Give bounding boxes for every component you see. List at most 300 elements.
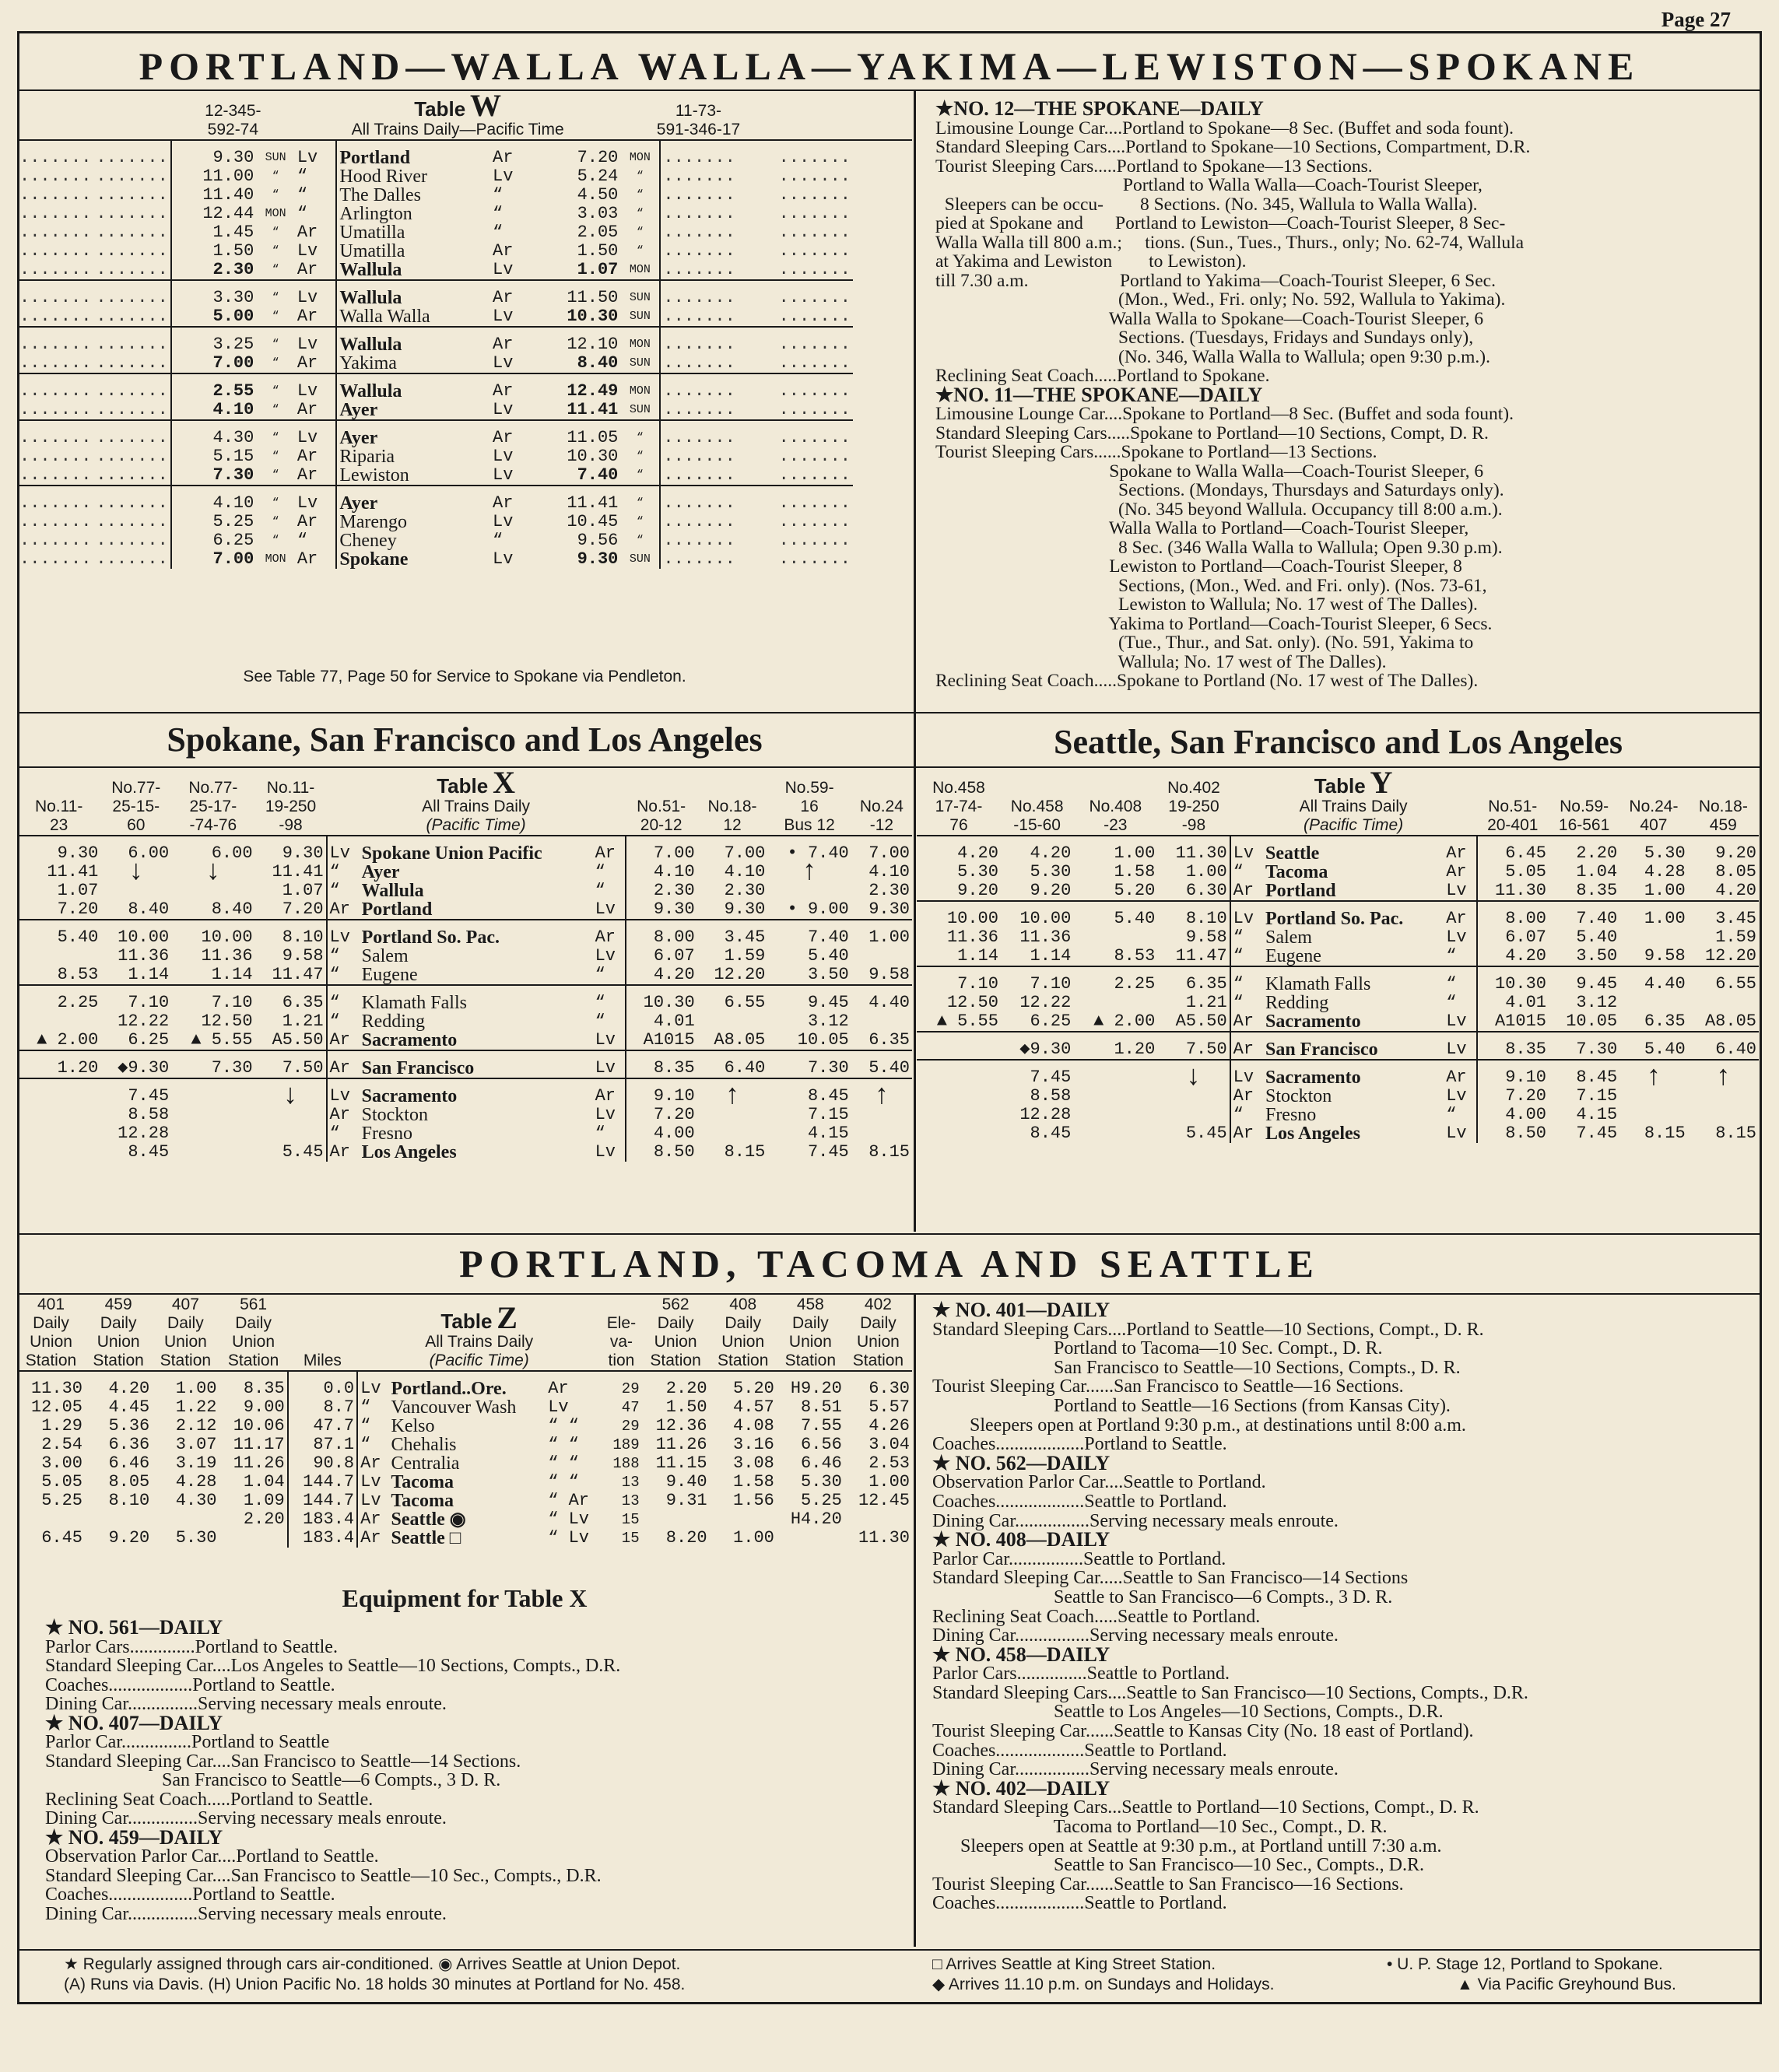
table-letter: X [493, 765, 515, 800]
time-southbound: 4.08 [733, 1416, 774, 1436]
time-southbound: 9.40 [665, 1472, 707, 1492]
time-left: 1.45 [171, 223, 257, 242]
station: Sacramento [361, 1030, 458, 1050]
dotted-cell: ....... [660, 531, 776, 550]
time-northbound: 4.10 [868, 862, 910, 882]
time-southbound: 8.58 [128, 1105, 170, 1124]
lv-ar: “ [357, 1417, 388, 1436]
dotted-cell: ....... [96, 307, 168, 326]
equipment-line: Parlor Car................Seattle to Portland. [932, 1548, 1226, 1569]
equipment-line: Lewiston to Portland—Coach-Tourist Sleeper, 8 [935, 556, 1462, 577]
time-northbound: 6.46 [108, 1453, 150, 1473]
station: Redding [361, 1011, 425, 1032]
time-southbound: 7.20 [282, 899, 324, 919]
dotted-cell: ....... [19, 447, 92, 466]
dotted-cell: ....... [93, 486, 170, 513]
time-right: 11.05 [531, 420, 620, 447]
lv-ar: Lv [327, 836, 360, 863]
time-southbound: 12.50 [201, 1011, 253, 1031]
time-northbound: A8.05 [1704, 1011, 1756, 1031]
time-northbound: 1.00 [152, 1371, 219, 1398]
time-southbound: 7.10 [100, 985, 171, 1012]
time-northbound: 4.40 [1619, 966, 1687, 994]
dotted-cell: ....... [777, 280, 853, 307]
elevation: 15 [621, 1530, 640, 1547]
time-southbound: 6.00 [171, 836, 254, 863]
column-header: 401 Daily Union Station [17, 1295, 85, 1371]
ar-lv: Lv [493, 400, 514, 419]
day-left: MON [265, 207, 286, 220]
column-header: No.24 -12 [851, 769, 912, 836]
table-row [17, 307, 912, 327]
page-number: Page 27 [1661, 8, 1731, 31]
table-tx-grid [17, 765, 912, 1162]
time-left: 11.40 [171, 186, 257, 205]
time-northbound: 3.45 [697, 920, 768, 947]
time-southbound: 1.58 [1114, 862, 1156, 882]
time-northbound [1619, 928, 1687, 947]
time-northbound: 6.07 [1477, 928, 1549, 947]
day-right: “ [636, 468, 644, 482]
dotted-cell: ....... [660, 186, 776, 205]
time-southbound: 7.10 [171, 985, 254, 1012]
time-northbound [1688, 1106, 1759, 1124]
footnote-f: ▲ Via Pacific Greyhound Bus. [1457, 1976, 1676, 1993]
station: The Dalles [336, 186, 490, 205]
table-row [17, 401, 912, 420]
table-row [17, 373, 912, 401]
time-northbound: 1.04 [243, 1472, 285, 1492]
time-northbound: 4.20 [1477, 947, 1549, 966]
ar-lv: Ar [490, 420, 531, 447]
time-northbound: A8.05 [714, 1030, 766, 1050]
table-row [17, 531, 912, 550]
time-southbound: 6.30 [844, 1371, 912, 1398]
time-southbound: 5.30 [1030, 862, 1072, 882]
equipment-line: Standard Sleeping Cars...Seattle to Portland—10 Sections, Compt., D. R. [932, 1797, 1479, 1818]
time-northbound: 3.19 [175, 1453, 217, 1473]
time-southbound [17, 947, 100, 966]
station: Eugene [361, 965, 418, 985]
station: Tacoma [391, 1472, 454, 1492]
elevation: 189 [612, 1436, 640, 1453]
column-header: No.59- 16-561 [1549, 769, 1619, 836]
time-northbound: 6.35 [868, 1030, 910, 1050]
footnote-b: (A) Runs via Davis. (H) Union Pacific No. 18 holds 30 minutes at Portland for No. 458. [64, 1976, 686, 1993]
equipment-line: Tourist Sleeping Car......San Francisco to Seattle—16 Sections. [932, 1376, 1404, 1397]
day-left: “ [272, 188, 279, 202]
equipment-line: Observation Parlor Car....Portland to Seattle. [45, 1846, 379, 1867]
lv-ar: Lv [295, 420, 337, 447]
station: Walla Walla [336, 307, 490, 327]
station: San Francisco [360, 1050, 593, 1078]
table-row [17, 261, 912, 280]
time-left: 5.00 [171, 307, 257, 327]
time-northbound [85, 1510, 152, 1529]
equipment-line: Tourist Sleeping Car......Seattle to San Francisco—16 Sections. [932, 1874, 1404, 1895]
time-northbound: 1.22 [175, 1397, 217, 1417]
time-northbound: 4.10 [626, 863, 697, 882]
lv-ar: “ [327, 985, 360, 1012]
time-northbound: 4.00 [626, 1124, 697, 1143]
station: Redding [1265, 993, 1329, 1013]
time-left: 12.44 [171, 205, 257, 223]
column-header: No.77- 25-15- 60 [100, 769, 171, 836]
equipment-line: Portland to Walla Walla—Coach-Tourist Sleeper, [935, 175, 1482, 195]
lv-ar: Ar [357, 1529, 388, 1548]
column-header: No.18- 12 [697, 769, 768, 836]
dotted-cell: ....... [19, 465, 92, 485]
time-northbound: 6.40 [1688, 1032, 1759, 1060]
time-southbound [710, 1510, 777, 1529]
time-southbound: ↓ [255, 1078, 327, 1106]
dotted-cell: ....... [96, 400, 168, 419]
equipment-heading: ★NO. 11—THE SPOKANE—DAILY [935, 383, 1263, 406]
time-northbound: 4.20 [1715, 881, 1756, 900]
equipment-line: Coaches...................Seattle to Portland. [932, 1893, 1227, 1914]
ar-lv: Lv [595, 1030, 616, 1050]
ar-lv: “ [1446, 993, 1457, 1012]
ar-lv: Ar [593, 920, 626, 947]
dotted-cell: ....... [660, 223, 776, 242]
ar-lv: Lv [493, 307, 514, 326]
miles: 47.7 [288, 1417, 357, 1436]
time-northbound: 3.45 [1688, 901, 1759, 928]
day-right: MON [620, 373, 660, 401]
time-southbound: 11.41 [47, 862, 99, 882]
dotted-cell: ....... [19, 241, 92, 261]
table-row [17, 420, 912, 447]
ar-lv: “ [1446, 1105, 1457, 1124]
time-northbound: 4.20 [626, 966, 697, 985]
equipment-heading: ★ NO. 401—DAILY [932, 1299, 1111, 1321]
table-row [917, 1060, 1759, 1087]
lv-ar: “ [1230, 863, 1263, 882]
time-northbound: 9.20 [1688, 836, 1759, 863]
time-southbound: 4.20 [917, 836, 1001, 863]
table-row [17, 280, 912, 307]
time-left: 4.30 [171, 420, 257, 447]
station: Wallula [336, 373, 490, 401]
table-row [17, 836, 912, 863]
time-southbound: 1.00 [1073, 836, 1157, 863]
lv-ar: Lv [295, 486, 337, 513]
lv-ar: Ar [357, 1454, 388, 1473]
day-left: “ [256, 486, 295, 513]
equipment-line: Parlor Cars...............Seattle to Portland. [932, 1664, 1230, 1685]
ar-lv: Ar [1446, 862, 1467, 882]
time-northbound: 9.30 [724, 899, 766, 919]
time-right: 12.49 [531, 373, 620, 401]
table-row [17, 966, 912, 985]
ar-lv: Ar [1444, 836, 1476, 863]
equipment-line: (Mon., Wed., Fri. only; No. 592, Wallula to Yakima). [935, 289, 1506, 310]
equipment-line: 8 Sec. (346 Walla Walla to Wallula; Open 9.30 p.m). [935, 537, 1503, 558]
equipment-table-x [45, 1618, 620, 1923]
ar-lv: “ “ [548, 1472, 579, 1492]
time-northbound [219, 1529, 288, 1548]
ar-lv: Lv [1446, 927, 1467, 947]
table-letter: Z [497, 1300, 518, 1335]
dotted-cell: ....... [93, 373, 170, 401]
table-row [17, 186, 912, 205]
ar-lv: Ar [490, 486, 531, 513]
ar-lv: “ [595, 965, 605, 984]
time-northbound: 9.58 [1644, 946, 1686, 966]
day-right: “ [636, 170, 644, 183]
equipment-line: Reclining Seat Coach.....Portland to Seattle. [45, 1789, 374, 1810]
lv-ar: Ar [1230, 1032, 1263, 1060]
time-southbound: 5.40 [17, 920, 100, 947]
time-southbound: 2.25 [17, 985, 100, 1012]
dotted-cell: ....... [96, 549, 168, 569]
equipment-line: Parlor Cars..............Portland to Seattle. [45, 1636, 338, 1657]
time-southbound: 8.40 [211, 899, 253, 919]
time-northbound: 1.59 [1715, 927, 1756, 947]
time-northbound: 6.40 [697, 1050, 768, 1078]
dotted-cell: ....... [778, 307, 851, 326]
equipment-heading: ★ NO. 458—DAILY [932, 1643, 1111, 1666]
time-right: 11.41 [567, 400, 619, 419]
time-southbound: 12.45 [858, 1491, 910, 1510]
ar-lv: Lv [493, 167, 514, 186]
lv-ar: Ar [357, 1510, 388, 1529]
column-header: No.11- 19-250 -98 [255, 769, 327, 836]
table-w-note: See Table 77, Page 50 for Service to Spokane via Pendleton. [243, 668, 686, 685]
time-southbound: 9.20 [1030, 881, 1072, 900]
time-northbound: 7.45 [807, 1142, 849, 1162]
day-left: “ [256, 373, 295, 401]
time-northbound: 4.01 [1477, 994, 1549, 1012]
time-southbound: 7.20 [57, 899, 99, 919]
dotted-cell: ....... [19, 223, 92, 242]
dotted-cell: ....... [777, 486, 853, 513]
dotted-cell: ....... [19, 400, 92, 419]
time-northbound: 4.30 [175, 1491, 217, 1510]
column-header: 562 Daily Union Station [642, 1295, 710, 1371]
time-northbound [152, 1510, 219, 1529]
dotted-cell: ....... [96, 465, 168, 485]
time-northbound: 4.15 [1576, 1105, 1618, 1124]
day-left: “ [256, 420, 295, 447]
table-subtitle-2: (Pacific Time) [429, 1352, 529, 1369]
time-northbound: • 7.40 [767, 836, 851, 863]
dotted-cell: ....... [17, 327, 93, 354]
column-header: 561 Daily Union Station [219, 1295, 288, 1371]
time-southbound: 8.10 [255, 920, 327, 947]
table-row [17, 327, 912, 354]
table-row [17, 1398, 912, 1417]
station: Portland..Ore. [389, 1371, 546, 1398]
ar-lv: Lv [595, 899, 616, 919]
time-southbound [171, 1106, 254, 1124]
lv-ar: Ar [1230, 882, 1263, 901]
time-southbound: 6.35 [255, 985, 327, 1012]
dotted-cell: ....... [660, 447, 776, 466]
time-right: 1.07 [577, 260, 619, 279]
dotted-cell: ....... [17, 280, 93, 307]
dotted-cell: ....... [96, 512, 168, 531]
table-row [17, 1078, 912, 1106]
time-southbound: 4.26 [868, 1416, 910, 1436]
station: Ayer [336, 486, 490, 513]
station: Chehalis [391, 1435, 457, 1455]
time-northbound: 8.35 [219, 1371, 288, 1398]
time-northbound: 8.15 [1715, 1124, 1756, 1143]
table-row [17, 354, 912, 373]
lv-ar: Lv [1230, 836, 1263, 863]
time-southbound [1073, 928, 1157, 947]
table-title-cell [295, 88, 621, 140]
time-southbound: 8.51 [801, 1397, 842, 1417]
time-southbound: 8.45 [128, 1142, 170, 1162]
time-northbound: 7.40 [767, 920, 851, 947]
time-northbound: 5.40 [807, 946, 849, 966]
ar-lv: Ar [546, 1371, 601, 1398]
time-southbound: 1.21 [282, 1011, 324, 1031]
equipment-line: Portland to Tacoma—10 Sec. Compt., D. R. [932, 1338, 1383, 1359]
elevation: 29 [621, 1418, 640, 1435]
station: Seattle [1263, 836, 1444, 863]
table-row [17, 205, 912, 223]
time-right: 12.10 [531, 327, 620, 354]
lv-ar: “ [1230, 1106, 1263, 1124]
time-southbound [642, 1510, 710, 1529]
table-row [17, 1031, 912, 1050]
time-right: 10.30 [567, 307, 619, 326]
dotted-cell: ....... [96, 223, 168, 242]
time-northbound: 6.45 [41, 1528, 82, 1548]
ar-lv: Ar [490, 280, 531, 307]
equipment-line: Tourist Sleeping Car......Seattle to Kansas City (No. 18 east of Portland). [932, 1721, 1474, 1742]
time-southbound: 12.22 [1019, 993, 1072, 1012]
equipment-line: Seattle to San Francisco—6 Compts., 3 D. R. [932, 1586, 1393, 1607]
time-northbound: 8.15 [868, 1142, 910, 1162]
station: Umatilla [336, 242, 490, 261]
lv-ar: “ [327, 947, 360, 966]
time-right: 9.56 [577, 531, 619, 550]
lv-ar: “ [357, 1398, 388, 1417]
time-southbound: 12.50 [946, 993, 998, 1012]
time-southbound: 2.25 [1073, 966, 1157, 994]
dotted-cell: ....... [17, 373, 93, 401]
ar-lv: Lv [548, 1397, 569, 1417]
time-left: 1.50 [171, 242, 257, 261]
time-right: 7.20 [531, 140, 620, 167]
table-row [17, 513, 912, 531]
lv-ar: “ [296, 167, 308, 186]
equipment-line: Sleepers can be occu- 8 Sections. (No. 345, Wallula to Walla Walla). [935, 194, 1478, 215]
time-southbound: 3.16 [733, 1435, 774, 1454]
time-southbound [171, 1124, 254, 1143]
day-right: “ [636, 244, 644, 258]
time-left: 11.00 [171, 167, 257, 186]
station: Stockton [1265, 1086, 1332, 1106]
time-northbound: 7.15 [807, 1105, 849, 1124]
time-northbound [1688, 994, 1759, 1012]
equipment-line: Dining Car................Serving necessary meals enroute. [932, 1510, 1339, 1531]
time-northbound: 1.09 [243, 1491, 285, 1510]
lv-ar: Lv [357, 1473, 388, 1492]
lv-ar: “ [327, 966, 360, 985]
station: Cheney [336, 531, 490, 550]
day-left: “ [272, 356, 279, 370]
day-right: “ [636, 450, 644, 463]
time-right: 10.45 [567, 512, 619, 531]
time-northbound: 8.15 [724, 1142, 766, 1162]
dotted-cell: ....... [660, 307, 776, 327]
ar-lv: “ [1444, 966, 1476, 994]
time-northbound: 8.45 [1549, 1060, 1619, 1087]
time-left: 3.30 [171, 280, 257, 307]
equipment-line: Dining Car...............Serving necessary meals enroute. [45, 1694, 447, 1714]
time-southbound: 11.36 [118, 946, 170, 966]
time-northbound: 11.30 [17, 1371, 85, 1398]
time-southbound: 6.35 [1157, 966, 1230, 994]
equipment-line: Limousine Lounge Car....Portland to Spokane—8 Sec. (Buffet and soda fount). [935, 117, 1514, 138]
time-southbound: 7.50 [1157, 1032, 1230, 1060]
time-northbound: 2.30 [724, 881, 766, 900]
time-northbound: 8.35 [1477, 1032, 1549, 1060]
miles: 183.4 [288, 1529, 357, 1548]
time-right: 2.05 [577, 223, 619, 242]
equipment-line: Seattle to San Francisco—10 Sec., Compts., D.R. [932, 1855, 1424, 1876]
time-southbound: 11.36 [946, 927, 998, 947]
table-title-cell [327, 765, 626, 836]
ar-lv: “ “ [548, 1416, 579, 1436]
station: Salem [1265, 927, 1312, 948]
lv-ar: “ [296, 185, 308, 205]
time-northbound: 3.12 [1576, 993, 1618, 1012]
table-row [17, 223, 912, 242]
time-southbound: 1.58 [733, 1472, 774, 1492]
timetable-page [17, 0, 1762, 2072]
dotted-cell: ....... [96, 260, 168, 279]
column-header: 458 Daily Union Station [777, 1295, 844, 1371]
column-header: No.51- 20-401 [1477, 769, 1549, 836]
equipment-line: Coaches..................Portland to Seattle. [45, 1884, 335, 1905]
day-left: “ [272, 515, 279, 528]
ar-lv: “ Lv [548, 1509, 589, 1529]
ar-lv: Ar [593, 1078, 626, 1106]
table-row [17, 1436, 912, 1454]
table-row [17, 1050, 912, 1078]
lv-ar: Ar [296, 223, 318, 242]
dotted-cell: ....... [19, 512, 92, 531]
table-row [17, 863, 912, 882]
table-row [17, 1454, 912, 1473]
time-southbound [171, 1143, 254, 1162]
lv-ar: Ar [327, 1050, 360, 1078]
station: Los Angeles [361, 1142, 457, 1162]
time-southbound [171, 1078, 254, 1106]
station: Lewiston [336, 466, 490, 486]
equipment-line: Sections. (Tuesdays, Fridays and Sundays only), [935, 328, 1474, 348]
lv-ar: “ [296, 204, 308, 223]
blank-column [17, 92, 93, 140]
lv-ar: “ [357, 1436, 388, 1454]
time-southbound: 1.50 [665, 1397, 707, 1417]
time-northbound: 9.10 [626, 1078, 697, 1106]
column-header: No.458 17-74- 76 [917, 769, 1001, 836]
dotted-cell: ....... [660, 550, 776, 569]
table-title-cell [357, 1295, 601, 1371]
table-row [17, 900, 912, 920]
table-title: Table [414, 97, 466, 121]
ar-lv: “ [595, 862, 605, 882]
dotted-cell: ....... [96, 185, 168, 205]
time-northbound: 4.01 [626, 1012, 697, 1031]
